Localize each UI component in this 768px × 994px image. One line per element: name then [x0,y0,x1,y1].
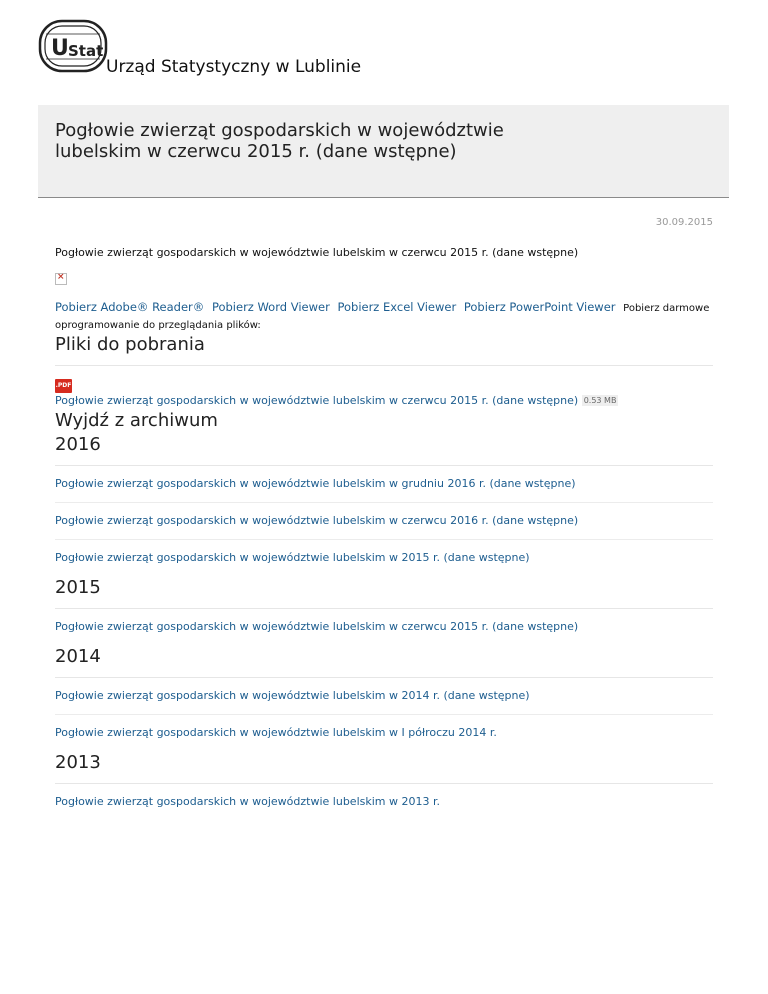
year-heading-2013: 2013 [55,751,713,784]
archive-list-item [55,715,713,751]
downloads-note: Pobierz darmowe [623,303,710,314]
page-title-box [38,105,729,198]
archive-list-item [55,503,713,540]
archive-list-item [55,784,713,820]
publication-date: 30.09.2015 [655,217,713,228]
downloads-note-continued: oprogramowanie do przeglądania plików: [55,320,261,331]
viewer-downloads [55,297,713,319]
archive-link[interactable]: Pogłowie zwierząt gospodarskich w województwie lubelskim w 2013 r. [55,795,440,808]
archive-link[interactable]: Pogłowie zwierząt gospodarskich w województwie lubelskim w I półroczu 2014 r. [55,726,497,739]
broken-image-icon: × [55,273,67,285]
powerpoint-viewer-link[interactable]: Pobierz PowerPoint Viewer [463,300,616,314]
year-heading-2014: 2014 [55,645,713,678]
organization-name[interactable]: Urząd Statystyczny w Lublinie [106,57,362,77]
archive-link[interactable]: Pogłowie zwierząt gospodarskich w województwie lubelskim w grudniu 2016 r. (dane wstępne) [55,477,576,490]
adobe-reader-link[interactable]: Pobierz Adobe® Reader® [55,300,205,314]
word-viewer-link[interactable]: Pobierz Word Viewer [211,300,330,314]
pdf-icon: .PDF [55,379,72,393]
archive-link[interactable]: Pogłowie zwierząt gospodarskich w województwie lubelskim w czerwcu 2016 r. (dane wstępne) [55,514,579,527]
exit-archive-link[interactable]: Wyjdź z archiwum [55,410,218,431]
file-download-link[interactable]: Pogłowie zwierząt gospodarskich w województwie lubelskim w czerwcu 2015 r. (dane wstępne) [55,394,579,407]
main-content [55,215,713,820]
year-heading-2016: 2016 [55,433,713,466]
page-title: Pogłowie zwierząt gospodarskich w województwie lubelskim w czerwcu 2015 r. (dane wstępne) [55,120,504,162]
excel-viewer-link[interactable]: Pobierz Excel Viewer [337,300,457,314]
file-item [55,376,713,409]
svg-text:U: U [51,36,69,61]
file-size-badge: 0.53 MB [583,396,617,405]
archive-link[interactable]: Pogłowie zwierząt gospodarskich w województwie lubelskim w 2015 r. (dane wstępne) [55,551,530,564]
files-heading: Pliki do pobrania [55,333,713,366]
ustat-logo[interactable] [38,18,108,74]
archive-list-item [55,609,713,645]
year-heading-2015: 2015 [55,576,713,609]
site-header [38,18,738,77]
archive-link[interactable]: Pogłowie zwierząt gospodarskich w województwie lubelskim w 2014 r. (dane wstępne) [55,689,530,702]
archive-list-item [55,678,713,715]
archive-link[interactable]: Pogłowie zwierząt gospodarskich w województwie lubelskim w czerwcu 2015 r. (dane wstępne) [55,620,579,633]
archive-list-item [55,466,713,503]
archive-list-item [55,540,713,576]
intro-text: Pogłowie zwierząt gospodarskich w województwie lubelskim w czerwcu 2015 r. (dane wstępne) [55,246,579,259]
svg-text:Stat: Stat [68,42,104,60]
